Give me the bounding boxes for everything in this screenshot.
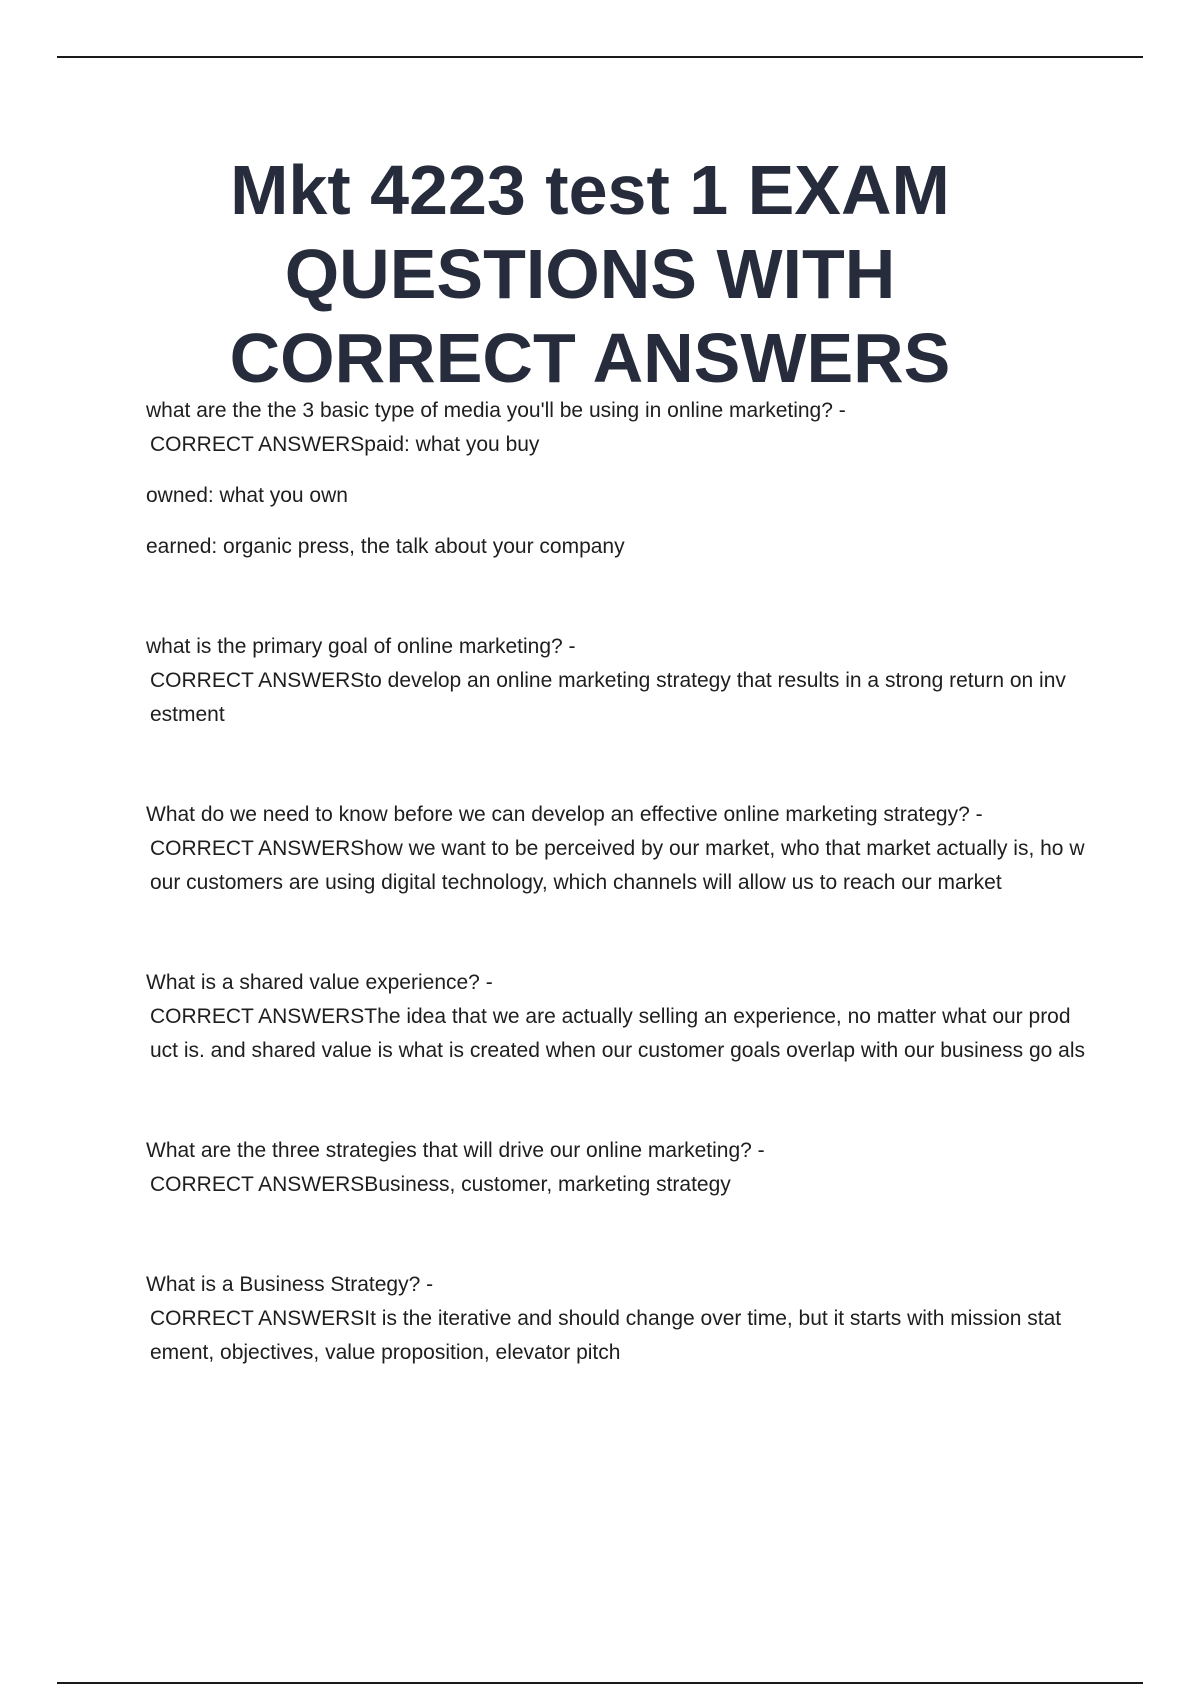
title-line: CORRECT ANSWERS	[229, 319, 951, 397]
question-text: What do we need to know before we can develop an effective online marketing strategy? -	[146, 803, 983, 826]
question-text: What are the three strategies that will drive our online marketing? -	[146, 1139, 765, 1162]
top-rule	[57, 56, 1143, 58]
qa-list	[146, 394, 1096, 1370]
title-line: Mkt 4223 test 1 EXAM	[230, 151, 950, 229]
qa-item	[146, 798, 1096, 900]
answer-extra-line: owned: what you own	[146, 484, 348, 507]
question-text: what is the primary goal of online marketing? -	[146, 635, 576, 658]
qa-item	[146, 1268, 1096, 1370]
title-line: QUESTIONS WITH	[284, 235, 896, 313]
answer-extra-line: earned: organic press, the talk about your company	[146, 535, 625, 558]
document-title	[140, 148, 1040, 400]
question-text: what are the the 3 basic type of media you'll be using in online marketing? -	[146, 399, 846, 422]
answer-text: CORRECT ANSWERSto develop an online marketing strategy that results in a strong return on inv estment	[150, 669, 1066, 726]
answer-text: CORRECT ANSWERSpaid: what you buy	[150, 433, 540, 456]
answer-text: CORRECT ANSWERSBusiness, customer, marketing strategy	[150, 1173, 731, 1196]
bottom-rule	[57, 1682, 1143, 1684]
answer-text: CORRECT ANSWERSIt is the iterative and should change over time, but it starts with mission stat ement, objectives, value proposition, elevator pitch	[150, 1307, 1062, 1364]
qa-item	[146, 630, 1096, 732]
qa-item	[146, 394, 1096, 564]
answer-text: CORRECT ANSWERShow we want to be perceived by our market, who that market actually is, ho w our customers are using digital technology, which channels will allow us to reach our market	[150, 837, 1085, 894]
answer-text: CORRECT ANSWERSThe idea that we are actually selling an experience, no matter what our prod uct is. and shared value is what is created when our customer goals overlap with our business go als	[150, 1005, 1085, 1062]
question-text: What is a Business Strategy? -	[146, 1273, 434, 1296]
qa-item	[146, 1134, 1096, 1202]
question-text: What is a shared value experience? -	[146, 971, 493, 994]
qa-item	[146, 966, 1096, 1068]
